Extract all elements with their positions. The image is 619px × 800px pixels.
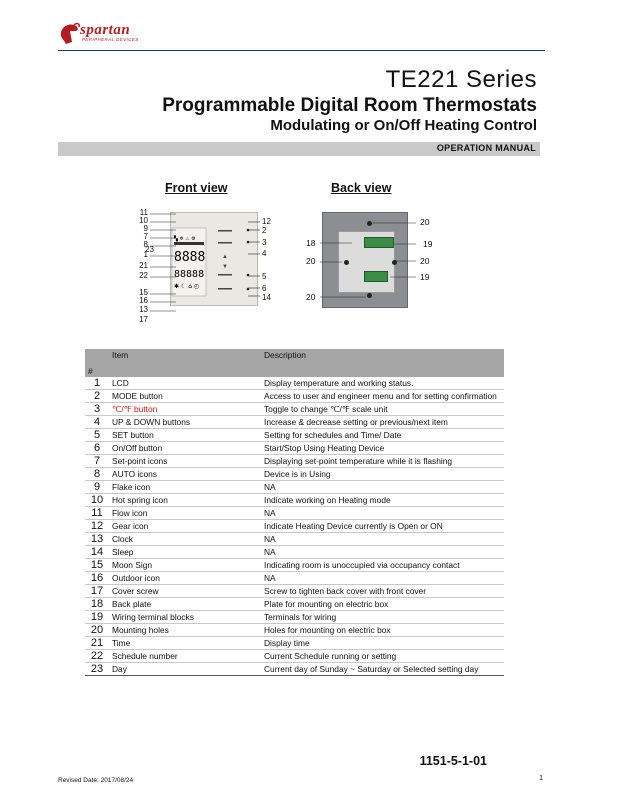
row-item: SET button bbox=[109, 429, 261, 442]
row-description: NA bbox=[261, 533, 504, 546]
row-item: On/Off button bbox=[109, 442, 261, 455]
row-description: Display temperature and working status. bbox=[261, 377, 504, 390]
table-row bbox=[85, 637, 504, 650]
row-number: 4 bbox=[85, 416, 109, 429]
document-subtitle: Modulating or On/Off Heating Control bbox=[270, 117, 537, 134]
row-description: Setting for schedules and Time/ Date bbox=[261, 429, 504, 442]
svg-text:✱ ☾ ⌂ ◴: ✱ ☾ ⌂ ◴ bbox=[174, 283, 200, 290]
table-row bbox=[85, 442, 504, 455]
row-item: Gear icon bbox=[109, 520, 261, 533]
section-bar bbox=[58, 142, 540, 156]
spartan-logo bbox=[58, 22, 178, 48]
table-row bbox=[85, 624, 504, 637]
table-header-row bbox=[85, 349, 504, 377]
callout-3: 3 bbox=[262, 238, 267, 247]
row-description: Start/Stop Using Heating Device bbox=[261, 442, 504, 455]
row-number: 17 bbox=[85, 585, 109, 598]
back-leader-lines bbox=[316, 220, 420, 300]
front-view-label: Front view bbox=[165, 181, 228, 195]
row-item: Hot spring icon bbox=[109, 494, 261, 507]
table-row bbox=[85, 533, 504, 546]
table-row bbox=[85, 390, 504, 403]
row-number: 9 bbox=[85, 481, 109, 494]
revised-date: Revised Date: 2017/08/24 bbox=[58, 777, 134, 784]
table-row bbox=[85, 494, 504, 507]
row-item: AUTO icons bbox=[109, 468, 261, 481]
back-callout-19-upper: 19 bbox=[423, 239, 433, 249]
row-number: 21 bbox=[85, 637, 109, 650]
helmet-icon bbox=[58, 22, 80, 46]
table-row bbox=[85, 429, 504, 442]
row-item: Schedule number bbox=[109, 650, 261, 663]
callout-13: 13 bbox=[139, 305, 148, 314]
row-description: Holes for mounting on electric box bbox=[261, 624, 504, 637]
row-number: 15 bbox=[85, 559, 109, 572]
svg-text:▚ ✲ ♨ ⚙: ▚ ✲ ♨ ⚙ bbox=[174, 236, 196, 242]
callout-9: 9 bbox=[143, 224, 148, 233]
table-row bbox=[85, 507, 504, 520]
header-item: Item bbox=[109, 349, 261, 377]
section-bar-label: OPERATION MANUAL bbox=[436, 143, 536, 153]
row-item: Sleep bbox=[109, 546, 261, 559]
row-description: Increase & decrease setting or previous/next item bbox=[261, 416, 504, 429]
table-row bbox=[85, 546, 504, 559]
row-item: Wiring terminal blocks bbox=[109, 611, 261, 624]
callout-10: 10 bbox=[139, 216, 148, 225]
row-item: Flake icon bbox=[109, 481, 261, 494]
table-row bbox=[85, 559, 504, 572]
row-item: UP & DOWN buttons bbox=[109, 416, 261, 429]
row-item: LCD bbox=[109, 377, 261, 390]
series-title: TE221 Series bbox=[385, 66, 537, 93]
document-title: Programmable Digital Room Thermostats bbox=[162, 95, 537, 116]
callout-2: 2 bbox=[262, 226, 267, 235]
row-number: 2 bbox=[85, 390, 109, 403]
callout-22: 22 bbox=[139, 271, 148, 280]
row-description: Current day of Sunday ~ Saturday or Selected setting day bbox=[261, 663, 504, 676]
back-callout-20-right: 20 bbox=[420, 256, 430, 266]
row-item: Day bbox=[109, 663, 261, 676]
callout-12: 12 bbox=[262, 217, 271, 226]
back-callout-20-left: 20 bbox=[306, 256, 316, 266]
table-row bbox=[85, 663, 504, 676]
front-left-leader-lines bbox=[148, 210, 178, 320]
row-item: Clock bbox=[109, 533, 261, 546]
row-item: MODE button bbox=[109, 390, 261, 403]
row-number: 22 bbox=[85, 650, 109, 663]
row-item: Set-point icons bbox=[109, 455, 261, 468]
row-description: Terminals for wiring bbox=[261, 611, 504, 624]
row-number: 18 bbox=[85, 598, 109, 611]
table-row bbox=[85, 468, 504, 481]
callout-15: 15 bbox=[139, 288, 148, 297]
header-hash: # bbox=[85, 349, 109, 377]
row-number: 3 bbox=[85, 403, 109, 416]
back-view-label: Back view bbox=[331, 181, 392, 195]
row-number: 8 bbox=[85, 468, 109, 481]
row-number: 12 bbox=[85, 520, 109, 533]
table-row bbox=[85, 403, 504, 416]
row-item: Mounting holes bbox=[109, 624, 261, 637]
row-description: Displaying set-point temperature while it is flashing bbox=[261, 455, 504, 468]
row-item: Moon Sign bbox=[109, 559, 261, 572]
row-description: Plate for mounting on electric box bbox=[261, 598, 504, 611]
back-callout-20-top: 20 bbox=[420, 217, 430, 227]
row-item: ℃/℉ button bbox=[109, 403, 261, 416]
table-row bbox=[85, 585, 504, 598]
row-number: 5 bbox=[85, 429, 109, 442]
callout-14: 14 bbox=[262, 293, 271, 302]
items-table bbox=[85, 349, 504, 676]
logo-subtext: PERIPHERAL DEVICES bbox=[82, 37, 139, 42]
callout-23: 23 bbox=[145, 245, 154, 254]
row-description: Toggle to change ℃/℉ scale unit bbox=[261, 403, 504, 416]
row-number: 10 bbox=[85, 494, 109, 507]
row-number: 14 bbox=[85, 546, 109, 559]
row-description: NA bbox=[261, 507, 504, 520]
callout-4: 4 bbox=[262, 249, 267, 258]
lcd-time-digits: 88888 bbox=[174, 269, 205, 280]
row-item: Back plate bbox=[109, 598, 261, 611]
svg-text:▼: ▼ bbox=[222, 264, 228, 270]
row-description: Access to user and engineer menu and for setting confirmation bbox=[261, 390, 504, 403]
callout-5: 5 bbox=[262, 272, 267, 281]
page-number: 1 bbox=[539, 775, 543, 782]
callout-17: 17 bbox=[139, 315, 148, 324]
table-row bbox=[85, 481, 504, 494]
front-right-leader-lines bbox=[248, 216, 262, 298]
logo-wordmark: spartan bbox=[80, 22, 131, 38]
row-number: 11 bbox=[85, 507, 109, 520]
table-row bbox=[85, 520, 504, 533]
thermostat-front-drawing bbox=[170, 212, 258, 306]
row-description: Screw to tighten back cover with front cover bbox=[261, 585, 504, 598]
table-row bbox=[85, 650, 504, 663]
table-row bbox=[85, 598, 504, 611]
row-description: Device is in Using bbox=[261, 468, 504, 481]
row-number: 6 bbox=[85, 442, 109, 455]
lcd-temp-digits: 8888 bbox=[174, 250, 206, 265]
header-rule bbox=[58, 50, 545, 51]
table-row bbox=[85, 416, 504, 429]
back-callout-20-bottom: 20 bbox=[306, 292, 316, 302]
row-number: 7 bbox=[85, 455, 109, 468]
callout-6: 6 bbox=[262, 284, 267, 293]
document-code: 1151-5-1-01 bbox=[419, 754, 487, 768]
callout-7: 7 bbox=[143, 232, 148, 241]
svg-text:▲: ▲ bbox=[222, 254, 228, 260]
row-item: Outdoor icon bbox=[109, 572, 261, 585]
row-number: 16 bbox=[85, 572, 109, 585]
row-item: Flow icon bbox=[109, 507, 261, 520]
callout-1: 1 bbox=[143, 250, 148, 259]
back-callout-18: 18 bbox=[306, 238, 316, 248]
row-description: Display time bbox=[261, 637, 504, 650]
callout-8: 8 bbox=[143, 240, 148, 249]
row-number: 1 bbox=[85, 377, 109, 390]
row-description: Indicate Heating Device currently is Open or ON bbox=[261, 520, 504, 533]
header-description: Description bbox=[261, 349, 504, 377]
table-row bbox=[85, 455, 504, 468]
table-row bbox=[85, 611, 504, 624]
callout-11: 11 bbox=[139, 208, 148, 217]
row-description: NA bbox=[261, 546, 504, 559]
table-row bbox=[85, 377, 504, 390]
table-row bbox=[85, 572, 504, 585]
row-description: NA bbox=[261, 572, 504, 585]
row-item: Time bbox=[109, 637, 261, 650]
row-description: Current Schedule running or setting bbox=[261, 650, 504, 663]
row-item: Cover screw bbox=[109, 585, 261, 598]
row-description: NA bbox=[261, 481, 504, 494]
row-number: 19 bbox=[85, 611, 109, 624]
row-number: 23 bbox=[85, 663, 109, 676]
row-description: Indicating room is unoccupied via occupancy contact bbox=[261, 559, 504, 572]
callout-21: 21 bbox=[139, 261, 148, 270]
row-description: Indicate working on Heating mode bbox=[261, 494, 504, 507]
back-callout-19-lower: 19 bbox=[420, 272, 430, 282]
row-number: 20 bbox=[85, 624, 109, 637]
callout-16: 16 bbox=[139, 296, 148, 305]
row-number: 13 bbox=[85, 533, 109, 546]
